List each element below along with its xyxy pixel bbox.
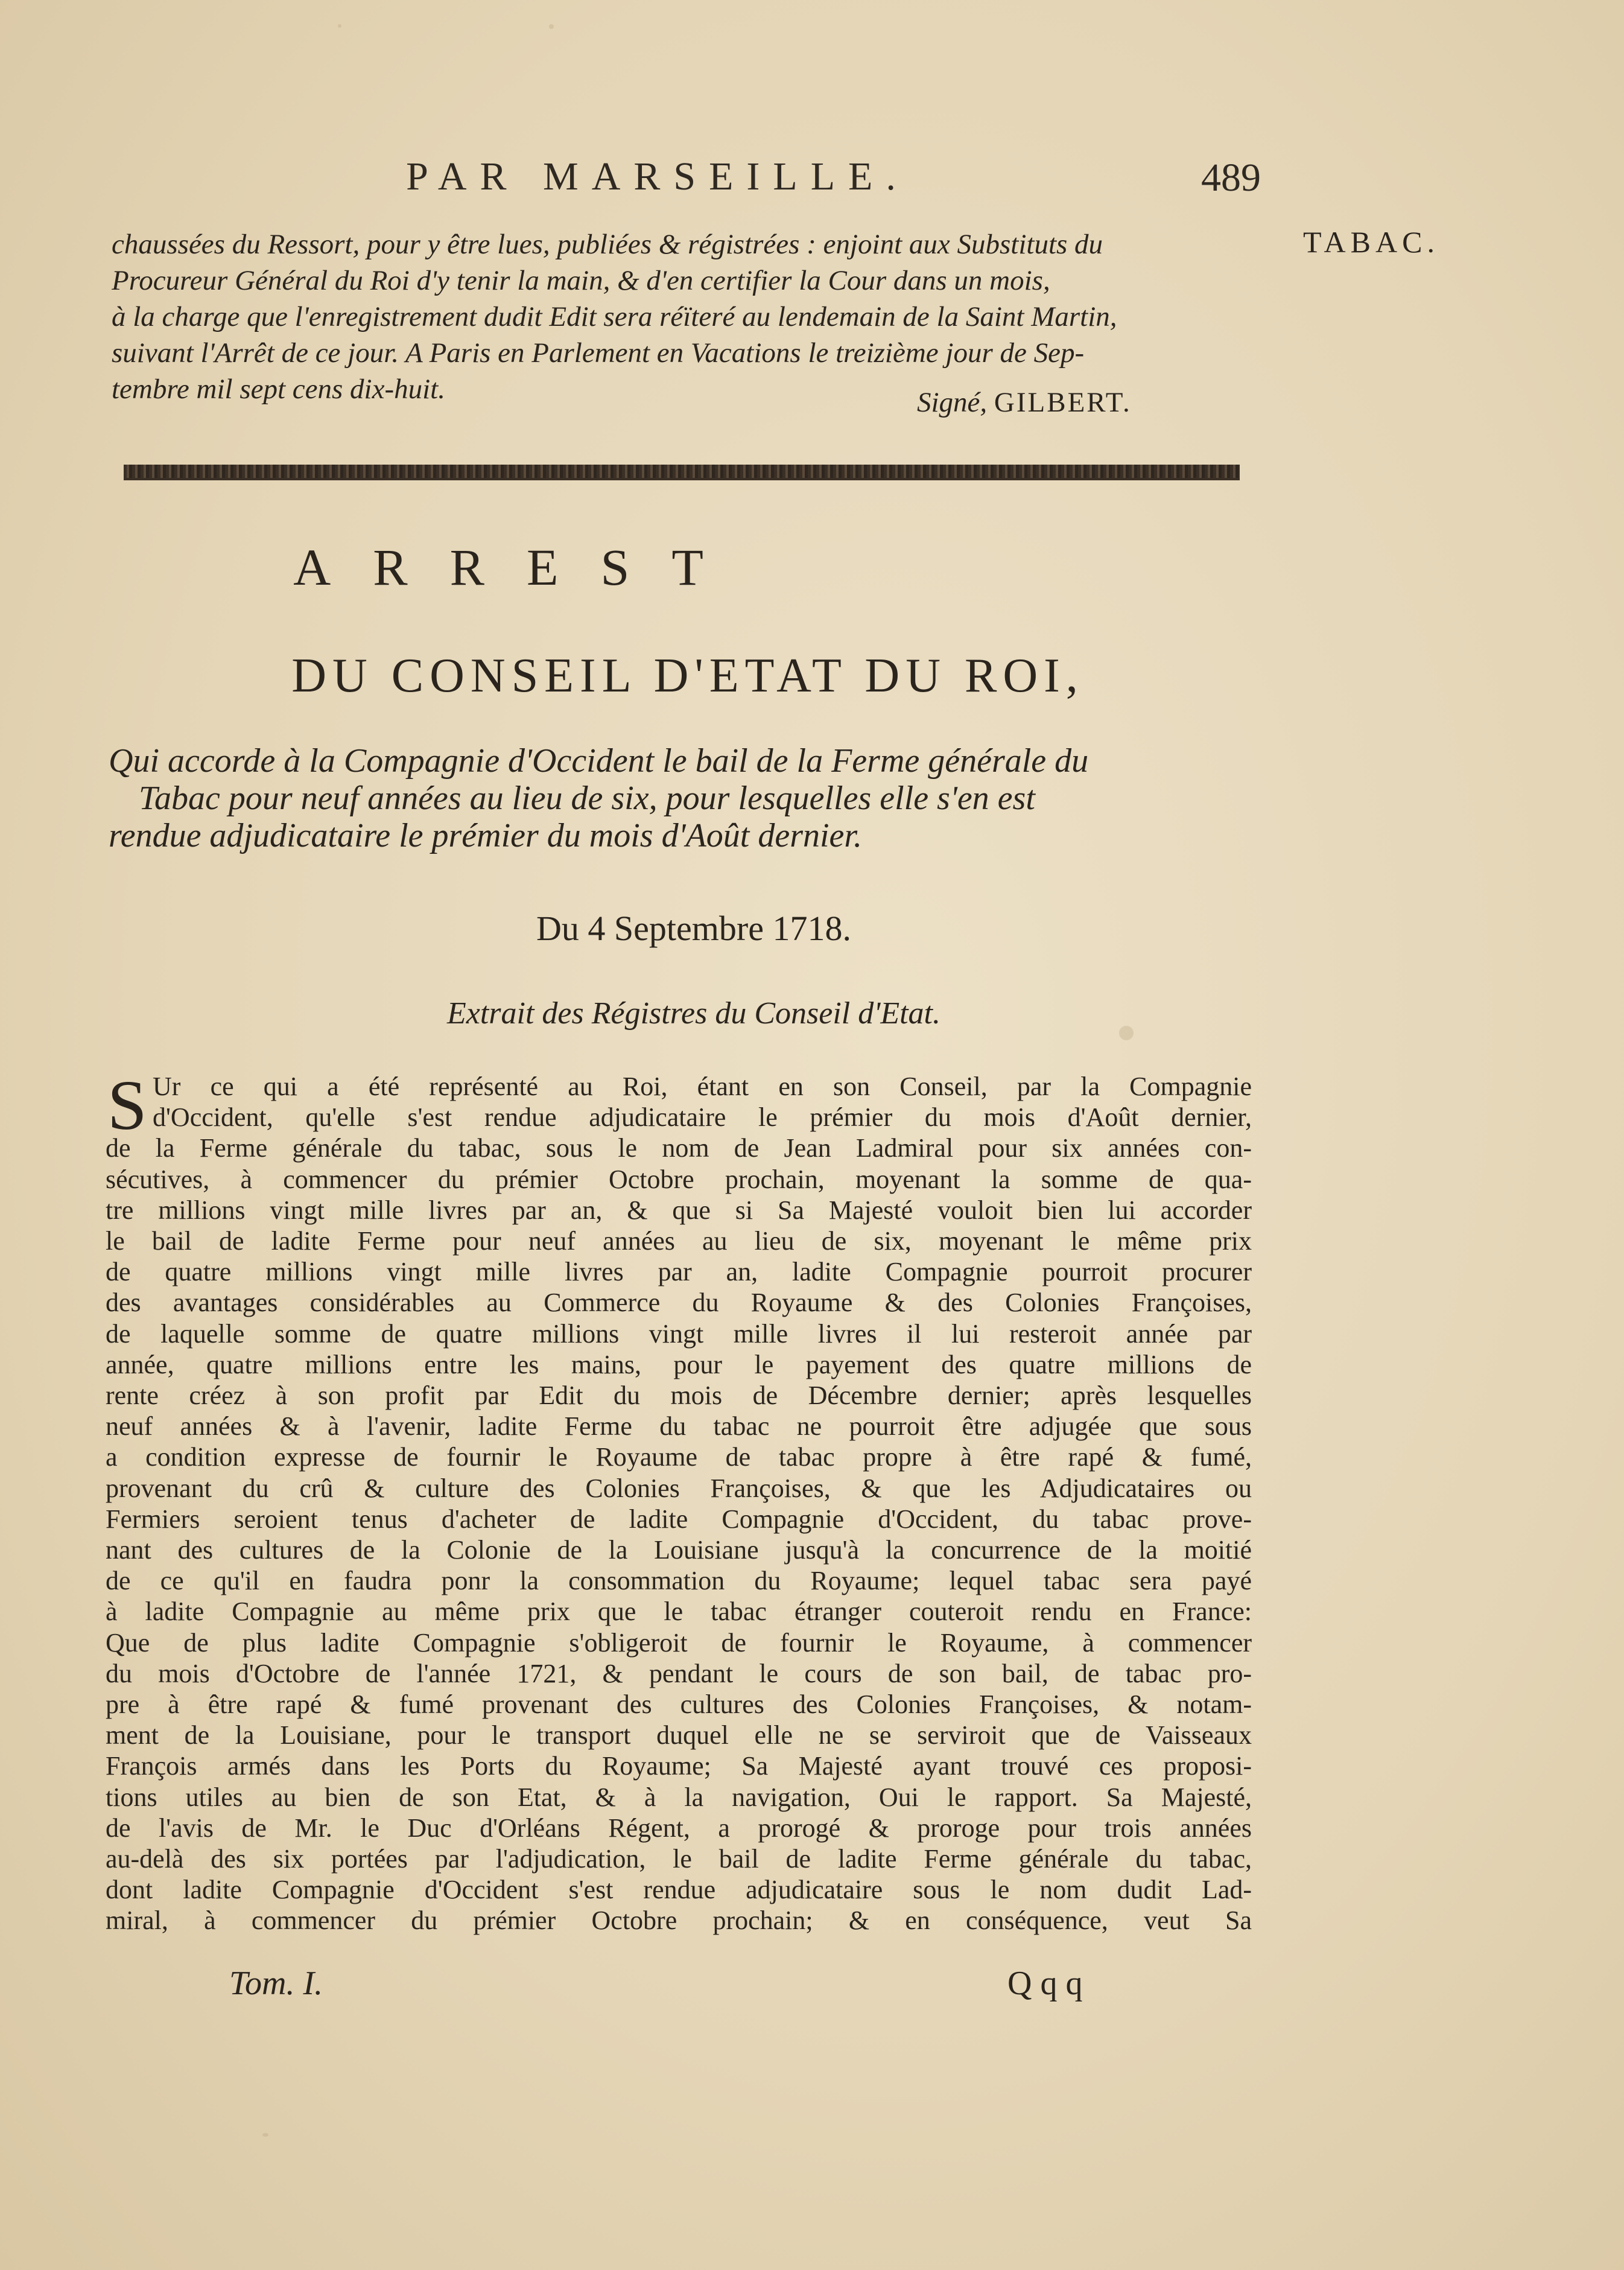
running-head (115, 154, 1261, 208)
body-line: ment de la Louisiane, pour le transport duquel elle ne se serviroit que de Vaisseaux (106, 1720, 1252, 1750)
text-line: Procureur Général du Roi d'y tenir la main, & d'en certifier la Cour dans un mois, (112, 265, 1050, 296)
body-line: année, quatre millions entre les mains, pour le payement des quatre millions de (106, 1349, 1252, 1379)
previous-text (112, 226, 1285, 407)
decree-date: Du 4 Septembre 1718. (536, 909, 851, 948)
signature-line (917, 386, 1132, 419)
text-line: tembre mil sept cens dix-huit. (112, 374, 445, 405)
body-line: au-delà des six portées par l'adjudication, le bail de ladite Ferme générale du tabac, (106, 1844, 1252, 1874)
body-line: tions utiles au bien de son Etat, & à la navigation, Oui le rapport. Sa Majesté, (106, 1782, 1252, 1812)
body-line: de ce qu'il en faudra ponr la consommation du Royaume; lequel tabac sera payé (106, 1566, 1252, 1596)
margin-note: TABAC. (1303, 225, 1439, 259)
body-line: miral, à commencer du prémier Octobre prochain; & en conséquence, veut Sa (106, 1906, 1252, 1936)
body-text (106, 1066, 1252, 1936)
body-line: de la Ferme générale du tabac, sous le nom de Jean Ladmiral pour six années con- (106, 1133, 1252, 1163)
body-line: de laquelle somme de quatre millions vingt mille livres il lui resteroit année par (106, 1318, 1252, 1349)
body-line: rente créez à son profit par Edit du mois de Décembre dernier; après lesquelles (106, 1381, 1252, 1411)
volume-label: Tom. I. (229, 1965, 323, 2002)
paper-speck (549, 24, 554, 29)
body-line: du mois d'Octobre de l'année 1721, & pendant le cours de son bail, de tabac pro- (106, 1658, 1252, 1688)
body-line: neuf années & à l'avenir, ladite Ferme du tabac ne pourroit être adjugée que sous (106, 1411, 1252, 1442)
signature-name: GILBERT. (994, 387, 1132, 418)
body-line: a condition expresse de fournir le Royaume de tabac propre à être rapé & fumé, (106, 1442, 1252, 1472)
body-line: Fermiers seroient tenus d'acheter de ladite Compagnie d'Occident, du tabac prove- (106, 1504, 1252, 1534)
paper-speck (338, 24, 341, 28)
text-line: à la charge que l'enregistrement dudit Edit sera réïteré au lendemain de la Saint Martin, (112, 301, 1117, 332)
body-line: de l'avis de Mr. le Duc d'Orléans Régent, a prorogé & proroge pour trois années (106, 1813, 1252, 1843)
body-line: tre millions vingt mille livres par an, & que si Sa Majesté vouloit bien lui accorder (106, 1195, 1252, 1225)
title-conseil: DU CONSEIL D'ETAT DU ROI, (291, 649, 1084, 702)
subtitle (109, 742, 1252, 854)
body-line: provenant du crû & culture des Colonies Françoises, & que les Adjudicataires ou (106, 1473, 1252, 1503)
body-line: dont ladite Compagnie d'Occident s'est rendue adjudicataire sous le nom dudit Lad- (106, 1875, 1252, 1905)
signature-mark: Q q q (1007, 1965, 1083, 2002)
body-line: pre à être rapé & fumé provenant des cultures des Colonies Françoises, & notam- (106, 1690, 1252, 1720)
body-line: Que de plus ladite Compagnie s'obligeroit de fournir le Royaume, à commencer (106, 1627, 1252, 1658)
body-line: le bail de ladite Ferme pour neuf années au lieu de six, moyenant le même prix (106, 1226, 1252, 1256)
subtitle-line: rendue adjudicataire le prémier du mois d'Août dernier. (109, 817, 862, 854)
body-line: nant des cultures de la Colonie de la Louisiane jusqu'à la concurrence de la moitié (106, 1535, 1252, 1565)
title-arrest-text: ARREST (293, 538, 746, 596)
paper-speck (262, 2133, 268, 2137)
page-number: 489 (1201, 156, 1261, 200)
body-line: Ur ce qui a été représenté au Roi, étant en son Conseil, par la Compagnie (153, 1072, 1252, 1101)
title-arrest (0, 537, 1624, 597)
text-line: chaussées du Ressort, pour y être lues, publiées & régistrées : enjoint aux Substituts du (112, 229, 1103, 260)
signature-prefix: Signé, (917, 387, 988, 418)
ornamental-rule (124, 465, 1240, 480)
drop-cap: S (107, 1066, 147, 1145)
text-line: suivant l'Arrêt de ce jour. A Paris en Parlement en Vacations le treizième jour de Sep- (112, 337, 1085, 369)
running-title: PAR MARSEILLE. (406, 154, 909, 199)
subtitle-line: Tabac pour neuf années au lieu de six, pour lesquelles elle s'en est (139, 780, 1035, 817)
subtitle-line: Qui accorde à la Compagnie d'Occident le bail de la Ferme générale du (109, 742, 1089, 780)
body-line: d'Occident, qu'elle s'est rendue adjudicataire le prémier du mois d'Août dernier, (153, 1102, 1252, 1133)
body-line: François armés dans les Ports du Royaume; Sa Majesté ayant trouvé ces proposi- (106, 1751, 1252, 1781)
body-line: de quatre millions vingt mille livres par an, ladite Compagnie pourroit procurer (106, 1257, 1252, 1287)
extract-heading: Extrait des Régistres du Conseil d'Etat. (446, 996, 940, 1031)
body-line: des avantages considérables au Commerce du Royaume & des Colonies Françoises, (106, 1288, 1252, 1318)
page-footer (229, 1964, 1134, 2006)
body-line: sécutives, à commencer du prémier Octobre prochain, moyenant la somme de qua- (106, 1164, 1252, 1194)
body-line: à ladite Compagnie au même prix que le tabac étranger couteroit rendu en France: (106, 1597, 1252, 1627)
